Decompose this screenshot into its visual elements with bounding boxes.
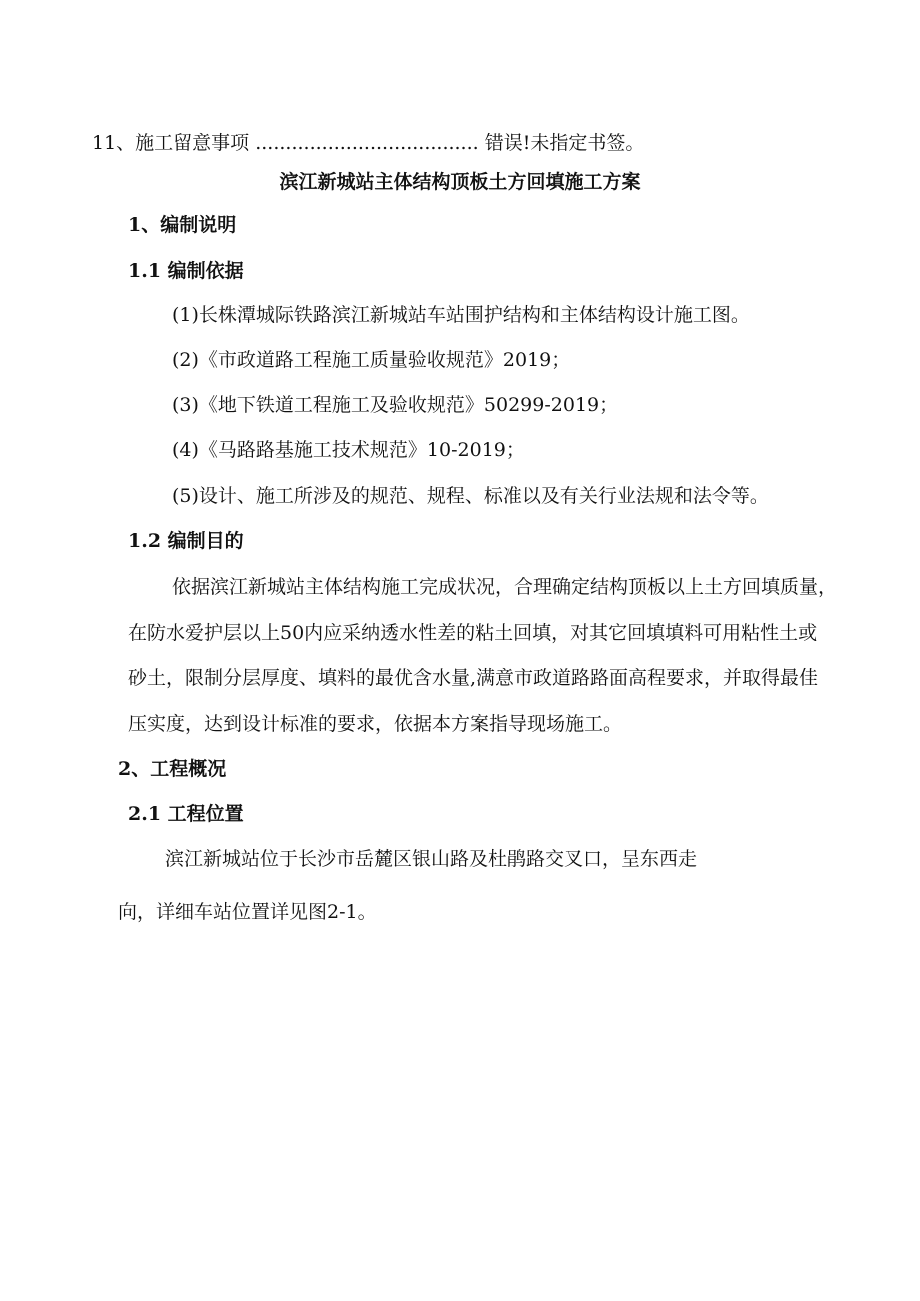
document-title: 滨江新城站主体结构顶板土方回填施工方案 [279,171,641,193]
purpose-paragraph-line-4: 压实度，达到设计标准的要求，依据本方案指导现场施工。 [128,713,623,735]
basis-item-3: (3)《地下铁道工程施工及验收规范》50299-2019； [172,394,619,416]
purpose-paragraph-line-1: 依据滨江新城站主体结构施工完成状况，合理确定结构顶板以上土方回填质量， [172,576,838,598]
purpose-paragraph-line-2: 在防水爱护层以上50内应采纳透水性差的粘土回填，对其它回填填料可用粘性土或 [128,622,818,644]
subsection-heading-1-1: 1.1 编制依据 [128,260,244,282]
subsection-heading-2-1: 2.1 工程位置 [128,803,244,825]
section-heading-1: 1、编制说明 [128,214,237,236]
basis-item-2: (2)《市政道路工程施工质量验收规范》2019； [172,349,571,371]
toc-entry[interactable]: 11、施工留意事项 ..................................... 错误!未指定书签。 [92,132,645,154]
section-heading-2: 2、工程概况 [118,758,227,780]
purpose-paragraph-line-3: 砂土，限制分层厚度、填料的最优含水量,满意市政道路路面高程要求，并取得最佳 [128,667,819,689]
basis-item-1: (1)长株潭城际铁路滨江新城站车站围护结构和主体结构设计施工图。 [172,304,750,326]
basis-item-5: (5)设计、施工所涉及的规范、规程、标准以及有关行业法规和法令等。 [172,485,769,507]
basis-item-4: (4)《马路路基施工技术规范》10-2019； [172,439,525,461]
subsection-heading-1-2: 1.2 编制目的 [128,530,244,552]
location-paragraph-line-2: 向，详细车站位置详见图2-1。 [118,901,377,923]
location-paragraph-line-1: 滨江新城站位于长沙市岳麓区银山路及杜鹃路交叉口，呈东西走 [165,848,698,870]
